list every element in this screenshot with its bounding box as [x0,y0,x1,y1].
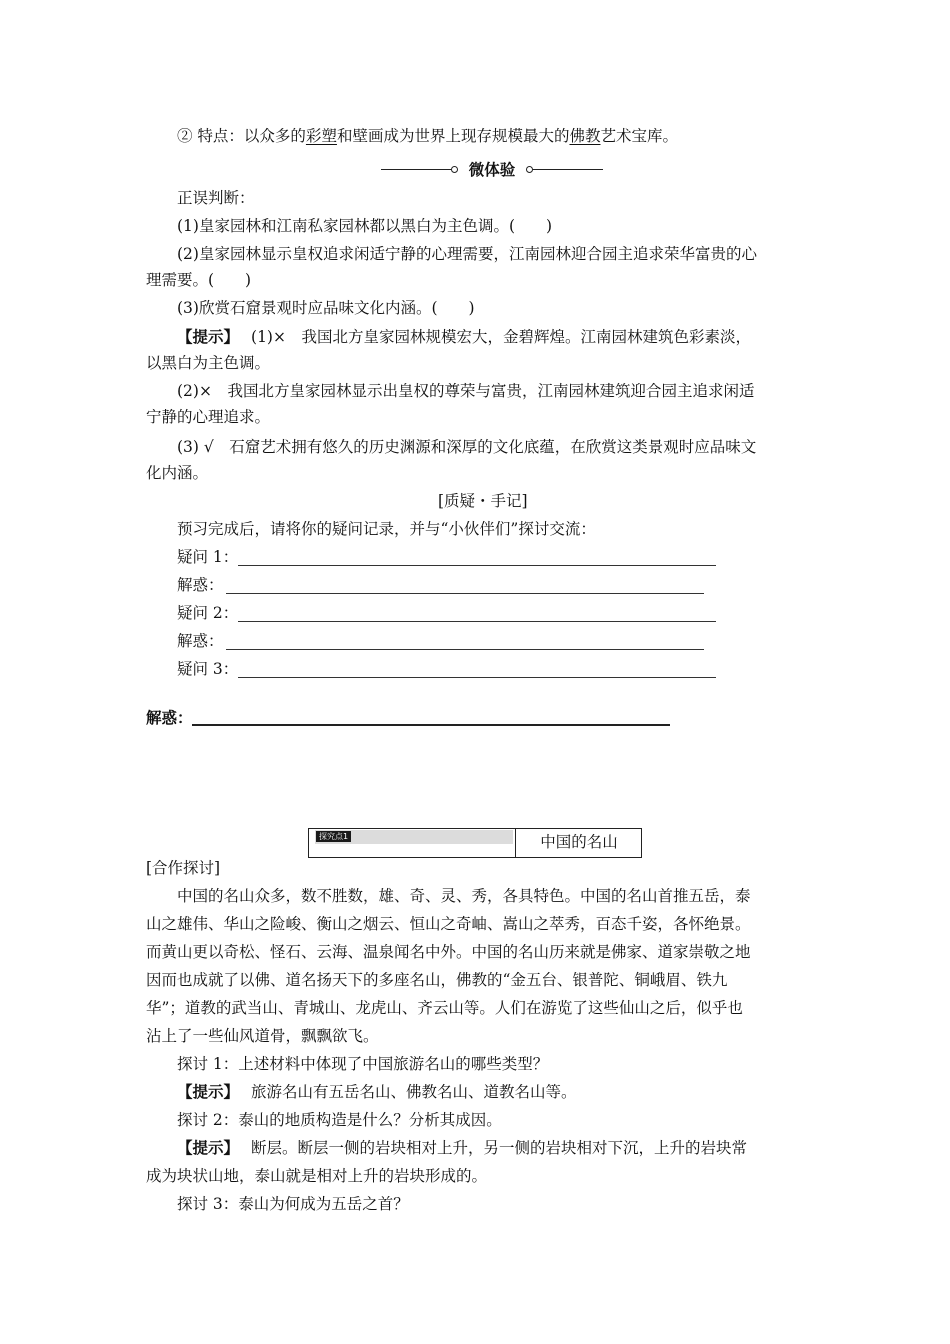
header-dot-right [526,166,533,173]
note-row-a1: 解惑： [177,576,224,594]
note-line-q3[interactable] [238,677,716,678]
note-row-a2: 解惑： [177,632,224,650]
hint-1-cont: 以黑白为主色调。 [146,354,271,372]
explore-para-2: 山之雄伟、华山之险峻、衡山之烟云、恒山之奇岫、嵩山之萃秀，百态千姿，各怀绝景。 [146,915,751,933]
hint-tag: 【提示】 [177,1082,240,1101]
explore-title: 中国的名山 [540,833,618,851]
feature-prefix: ② 特点：以众多的 [177,127,306,145]
discuss-a1-text: 旅游名山有五岳名山、佛教名山、道教名山等。 [251,1083,577,1101]
discuss-a1 [177,1082,577,1102]
notes-intro: 预习完成后，请将你的疑问记录，并与“小伙伴们”探讨交流： [177,520,596,538]
header-dot-left [451,166,458,173]
judge-item-3: (3)欣赏石窟景观时应品味文化内涵。( ) [177,299,475,317]
final-answer-label: 解惑： [146,709,193,727]
explore-title-box [308,828,642,858]
hint-3: (3) √ 石窟艺术拥有悠久的历史渊源和深厚的文化底蕴，在欣赏这类景观时应品味文 [177,438,757,456]
note-row-q3: 疑问 3： [177,660,239,678]
note-line-q2[interactable] [238,621,716,622]
note-line-q1[interactable] [238,565,716,566]
judge-item-2: (2)皇家园林显示皇权追求闲适宁静的心理需要，江南园林迎合园主追求荣华富贵的心 [177,245,757,263]
explore-para-3: 而黄山更以奇松、怪石、云海、温泉闻名中外。中国的名山历来就是佛家、道家崇敬之地 [146,943,751,961]
section-title: 微体验 [468,161,516,179]
discuss-q2: 探讨 2：泰山的地质构造是什么？分析其成因。 [177,1111,502,1129]
hint-tag: 【提示】 [177,1138,240,1157]
discuss-q3: 探讨 3：泰山为何成为五岳之首？ [177,1195,409,1213]
discuss-a2-cont: 成为块状山地，泰山就是相对上升的岩块形成的。 [146,1167,488,1185]
header-rule-right [533,169,603,170]
note-row-q2: 疑问 2： [177,604,239,622]
final-answer-line[interactable] [192,724,670,726]
explore-para-5: 华”；道教的武当山、青城山、龙虎山、齐云山等。人们在游览了这些仙山之后，似乎也 [146,999,743,1017]
coop-label: [合作探讨] [146,859,221,877]
judge-item-1: (1)皇家园林和江南私家园林都以黑白为主色调。( ) [177,217,553,235]
note-line-a2[interactable] [226,649,704,650]
explore-para-4: 因而也成就了以佛、道名扬天下的多座名山，佛教的“金五台、银普陀、铜峨眉、铁九 [146,971,728,989]
explore-para-1: 中国的名山众多，数不胜数，雄、奇、灵、秀，各具特色。中国的名山首推五岳，泰 [177,887,751,905]
discuss-a2-text: 断层。断层一侧的岩块相对上升，另一侧的岩块相对下沉，上升的岩块常 [251,1139,748,1157]
section-header [381,160,603,180]
discuss-a2 [177,1138,747,1158]
hint-tag: 【提示】 [177,327,240,346]
hint-1-text: (1)× 我国北方皇家园林规模宏大，金碧辉煌。江南园林建筑色彩素淡， [251,328,751,346]
feature-mid: 和壁画成为世界上现存规模最大的 [336,127,570,145]
judge-item-2-cont: 理需要。( ) [146,271,252,289]
hint-1 [177,327,751,347]
hint-2: (2)× 我国北方皇家园林显示出皇权的尊荣与富贵，江南园林建筑迎合园主追求闲适 [177,382,755,400]
feature-line [177,126,678,146]
explore-para-6: 沾上了一些仙风道骨，飘飘欲飞。 [146,1027,379,1045]
feature-underline-1: 彩塑 [305,127,337,145]
notes-title: [质疑・手记] [438,492,528,510]
hint-3-cont: 化内涵。 [146,464,209,482]
note-line-a1[interactable] [226,593,704,594]
judge-label: 正误判断： [177,189,255,207]
explore-badge: 探究点1 [316,831,351,842]
header-rule-left [381,169,451,170]
discuss-q1: 探讨 1：上述材料中体现了中国旅游名山的哪些类型？ [177,1055,549,1073]
note-row-q1: 疑问 1： [177,548,239,566]
feature-underline-2: 佛教 [569,127,601,145]
feature-suffix: 艺术宝库。 [600,127,678,145]
hint-2-cont: 宁静的心理追求。 [146,408,271,426]
